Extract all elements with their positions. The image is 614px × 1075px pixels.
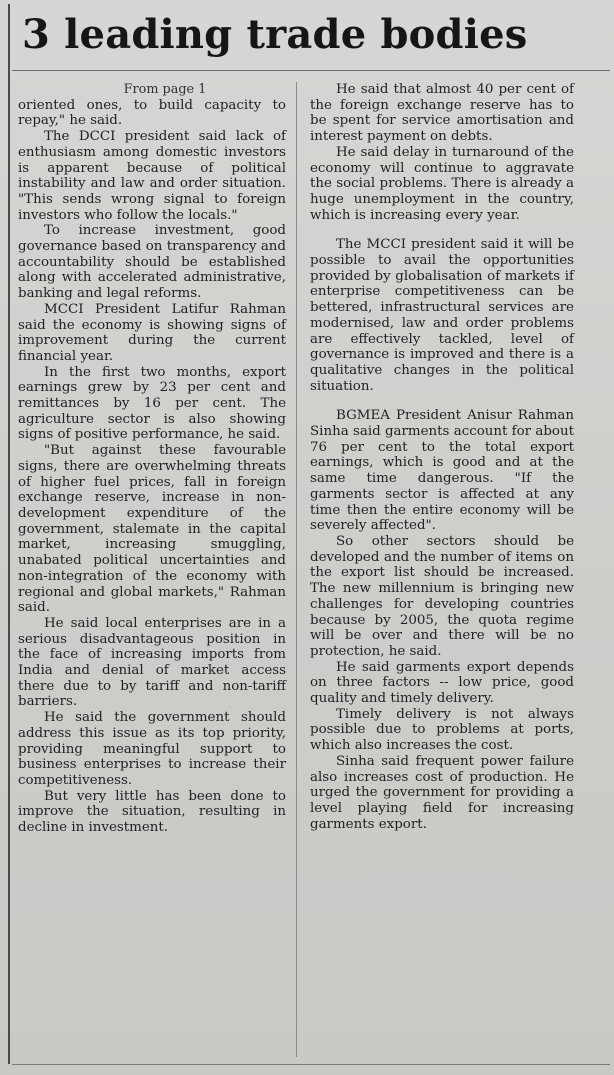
paragraph: He said garments export depends on three factors -- low price, good quality and timely delivery.: [310, 659, 574, 707]
paragraph: So other sectors should be developed and the number of items on the export list should be increased. The new millennium is bringing new challenges for developing countries because by 2005, the quota regime will be over and there will be no protection, he said.: [310, 533, 574, 659]
paragraph: The DCCI president said lack of enthusiasm among domestic investors is apparent because of political instability and law and order situation. "This sends wrong signal to foreign investors who follow the locals.": [18, 129, 286, 223]
headline: 3 leading trade bodies: [22, 11, 528, 58]
paragraph: He said delay in turnaround of the economy will continue to aggravate the social problems. There is already a huge unemployment in the country, which is increasing every year.: [310, 144, 574, 223]
paragraph: But very little has been done to improve the situation, resulting in decline in investment.: [18, 788, 286, 836]
paragraph: Timely delivery is not always possible due to problems at ports, which also increases the cost.: [310, 706, 574, 754]
left-border-rule: [8, 4, 10, 1064]
bottom-rule: [12, 1064, 610, 1065]
paragraph: MCCI President Latifur Rahman said the economy is showing signs of improvement during the current financial year.: [18, 301, 286, 364]
paragraph: "But against these favourable signs, there are overwhelming threats of higher fuel prices, fall in foreign exchange reserve, increase in non-development expenditure of the government, stalemate in the capital market, increasing smuggling, unabated political uncertainties and non-integration of the economy with regional and global markets," Rahman said.: [18, 443, 286, 616]
paragraph: BGMEA President Anisur Rahman Sinha said garments account for about 76 per cent to the total export earnings, which is good and at the same time dangerous. "If the garments sector is affected at any time then the entire economy will be severely affected".: [310, 408, 574, 534]
left-column: [18, 82, 286, 836]
paragraph: oriented ones, to build capacity to repay," he said.: [18, 97, 286, 129]
paragraph: He said that almost 40 per cent of the foreign exchange reserve has to be spent for service amortisation and interest payment on debts.: [310, 82, 574, 145]
paragraph: To increase investment, good governance based on transparency and accountability should be established along with accelerated administrative, banking and legal reforms.: [18, 223, 286, 302]
column-divider: [296, 82, 297, 1057]
right-column: [310, 82, 574, 832]
headline-rule: [12, 70, 610, 71]
jump-line: From page 1: [123, 82, 207, 97]
paragraph: Sinha said frequent power failure also increases cost of production. He urged the government for providing a level playing field for increasing garments export.: [310, 753, 574, 832]
paragraph: He said the government should address this issue as its top priority, providing meaningful support to business enterprises to increase their competitiveness.: [18, 710, 286, 788]
paragraph: He said local enterprises are in a serious disadvantageous position in the face of increasing imports from India and denial of market access there due to by tariff and non-tariff barriers.: [18, 615, 286, 710]
paragraph: The MCCI president said it will be possible to avail the opportunities provided by globalisation of markets if enterprise competitiveness can be bettered, infrastructural services are modernised, law and order problems are effectively tackled, level of governance is improved and there is a qualitative changes in the political situation.: [310, 237, 574, 394]
paragraph: In the first two months, export earnings grew by 23 per cent and remittances by 16 per cent. The agriculture sector is also showing signs of positive performance, he said.: [18, 364, 286, 443]
